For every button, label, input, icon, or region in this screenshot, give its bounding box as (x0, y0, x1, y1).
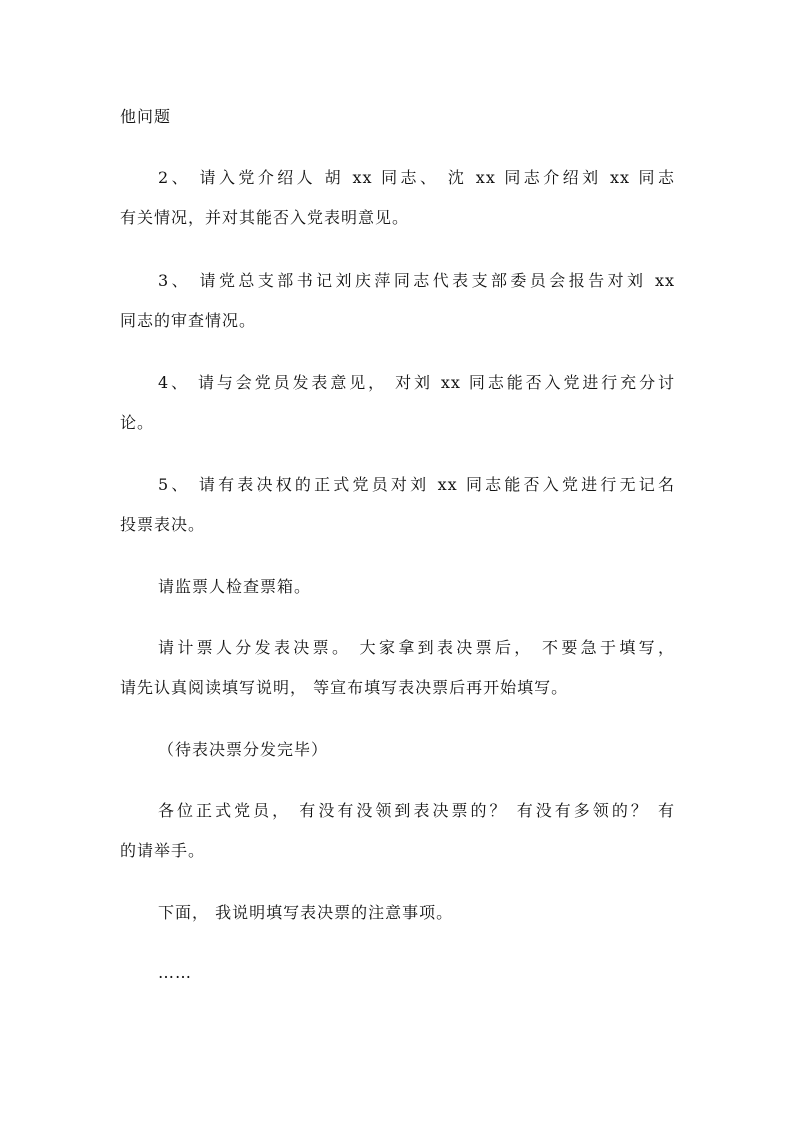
text-line: 请监票人检查票箱。 (158, 577, 312, 596)
text-line: 4、 请与会党员发表意见， 对刘 xx 同志能否入党进行充分讨 (158, 373, 675, 392)
text-line: 下面， 我说明填写表决票的注意事项。 (158, 903, 454, 922)
text-line: 请先认真阅读填写说明， 等宣布填写表决票后再开始填写。 (120, 678, 569, 697)
text-line: 论。 (120, 413, 155, 432)
text-line: 3、 请党总支部书记刘庆萍同志代表支部委员会报告对刘 xx (158, 271, 675, 290)
text-line: 2、 请入党介绍人 胡 xx 同志、 沈 xx 同志介绍刘 xx 同志 (158, 168, 675, 187)
text-line: （待表决票分发完毕） (158, 740, 329, 759)
text-line: 各位正式党员， 有没有没领到表决票的？ 有没有多领的？ 有 (158, 801, 675, 820)
text-line: 有关情况，并对其能否入党表明意见。 (120, 208, 410, 227)
text-line: 的请举手。 (120, 841, 206, 860)
text-line: …… (158, 963, 192, 982)
text-line: 投票表决。 (120, 515, 206, 534)
text-line: 5、 请有表决权的正式党员对刘 xx 同志能否入党进行无记名 (158, 475, 675, 494)
text-line: 请计票人分发表决票。 大家拿到表决票后， 不要急于填写， (158, 638, 675, 657)
text-line: 同志的审查情况。 (120, 311, 257, 330)
text-line: 他问题 (120, 107, 172, 126)
